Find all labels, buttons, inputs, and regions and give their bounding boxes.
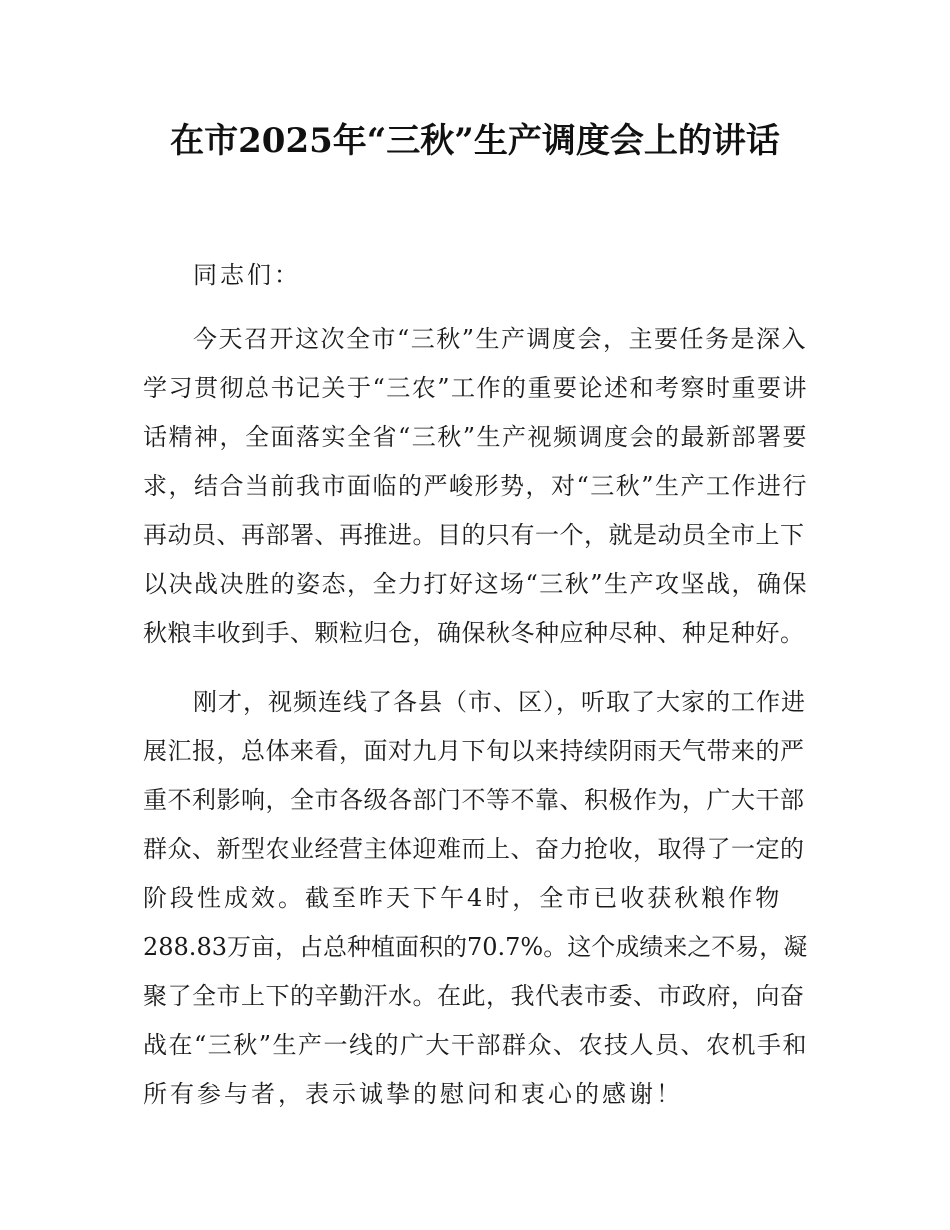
paragraph1-line: 话精神，全面落实全省“三秋”生产视频调度会的最新部署要	[143, 423, 809, 451]
salutation: 同志们：	[193, 261, 301, 289]
paragraph1-line: 秋粮丰收到手、颗粒归仓，确保秋冬种应种尽种、种足种好。	[143, 619, 805, 647]
paragraph2-line: 聚了全市上下的辛勤汗水。在此，我代表市委、市政府，向奋	[143, 982, 805, 1010]
paragraph2-line: 所有参与者，表示诚挚的慰问和衷心的感谢！	[143, 1080, 683, 1108]
paragraph1-line: 再动员、再部署、再推进。目的只有一个，就是动员全市上下	[143, 521, 805, 549]
paragraph2-line: 288.83万亩，占总种植面积的70.7%。这个成绩来之不易，凝	[143, 933, 808, 961]
paragraph2-line: 阶段性成效。截至昨天下午4时，全市已收获秋粮作物	[143, 884, 783, 912]
paragraph2-line: 重不利影响，全市各级各部门不等不靠、积极作为，广大干部	[143, 786, 805, 814]
paragraph2-line: 展汇报，总体来看，面对九月下旬以来持续阴雨天气带来的严	[143, 737, 805, 765]
paragraph2-line: 群众、新型农业经营主体迎难而上、奋力抢收，取得了一定的	[143, 835, 805, 863]
paragraph2-line: 刚才，视频连线了各县（市、区），听取了大家的工作进	[193, 688, 806, 716]
paragraph1-line: 学习贯彻总书记关于“三农”工作的重要论述和考察时重要讲	[143, 374, 809, 402]
paragraph1-line: 今天召开这次全市“三秋”生产调度会，主要任务是深入	[193, 325, 808, 353]
paragraph2-line: 战在“三秋”生产一线的广大干部群众、农技人员、农机手和	[143, 1031, 809, 1059]
paragraph1-line: 求，结合当前我市面临的严峻形势，对“三秋”生产工作进行	[143, 472, 809, 500]
document-title: 在市2025年“三秋”生产调度会上的讲话	[170, 121, 780, 161]
paragraph1-line: 以决战决胜的姿态，全力打好这场“三秋”生产攻坚战，确保	[143, 570, 809, 598]
